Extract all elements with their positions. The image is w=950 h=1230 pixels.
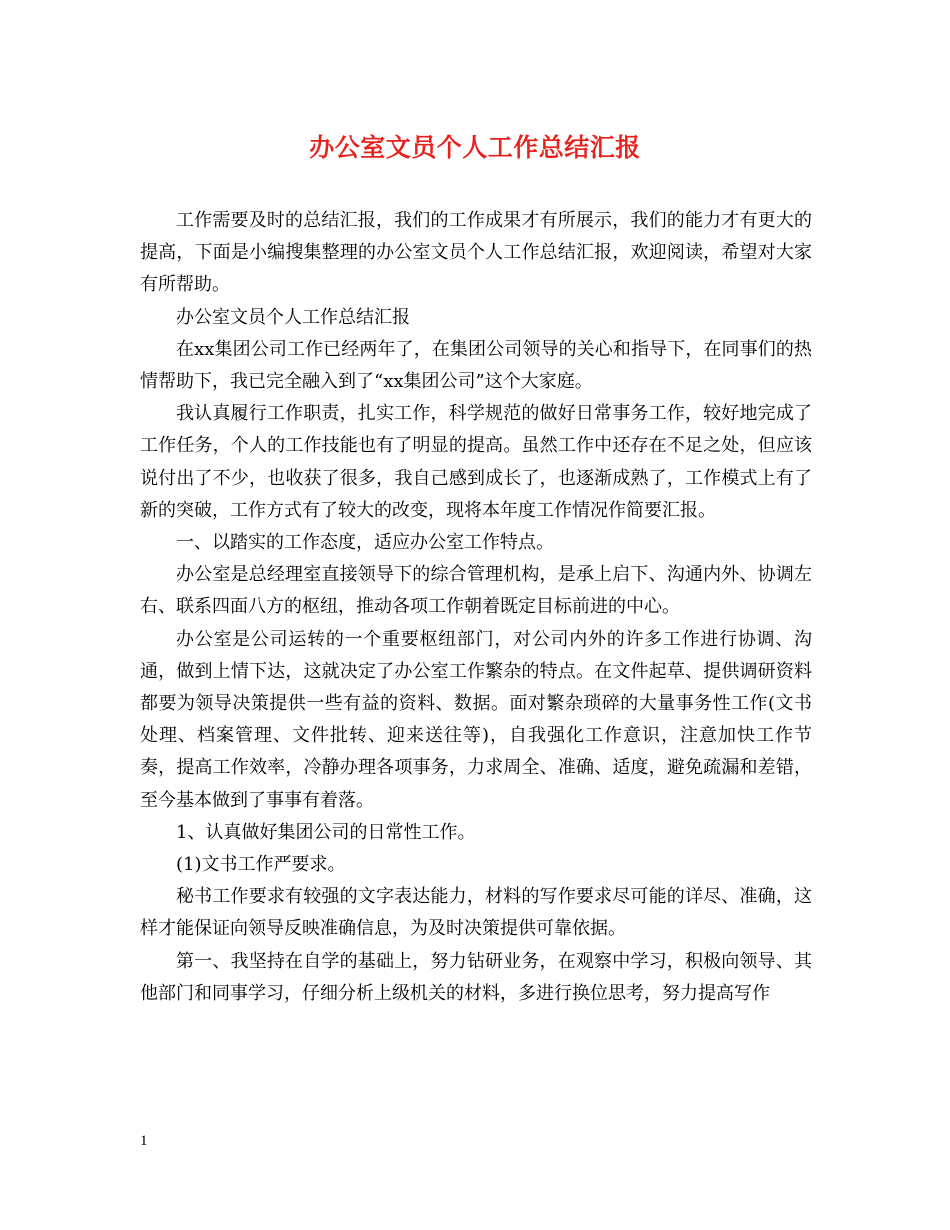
page-number: 1	[140, 1133, 148, 1149]
document-title: 办公室文员个人工作总结汇报	[309, 133, 641, 162]
sub-heading: 1、认真做好集团公司的日常性工作。	[176, 821, 476, 843]
sub-sub-heading: (1)文书工作严要求。	[176, 854, 346, 876]
paragraph-intro: 工作需要及时的总结汇报，我们的工作成果才有所展示，我们的能力才有更大的提高，下面是小编搜集整理的办公室文员个人工作总结汇报，欢迎阅读，希望对大家有所帮助。	[140, 210, 812, 296]
document-body	[140, 205, 812, 1010]
paragraph: 办公室是公司运转的一个重要枢纽部门，对公司内外的许多工作进行协调、沟通，做到上情下达，这就决定了办公室工作繁杂的特点。在文件起草、提供调研资料都要为领导决策提供一些有益的资料、数据。面对繁杂琐碎的大量事务性工作(文书处理、档案管理、文件批转、迎来送往等)，自我强化工作意识，注意加快工作节奏，提高工作效率，冷静办理各项事务，力求周全、准确、适度，避免疏漏和差错，至今基本做到了事事有着落。	[140, 628, 812, 811]
paragraph: 办公室是总经理室直接领导下的综合管理机构，是承上启下、沟通内外、协调左右、联系四面八方的枢纽，推动各项工作朝着既定目标前进的中心。	[140, 564, 812, 618]
paragraph: 在xx集团公司工作已经两年了，在集团公司领导的关心和指导下，在同事们的热情帮助下，我已完全融入到了“xx集团公司”这个大家庭。	[140, 338, 812, 393]
section-heading: 一、以踏实的工作态度，适应办公室工作特点。	[176, 532, 554, 554]
paragraph-subtitle: 办公室文员个人工作总结汇报	[176, 306, 410, 328]
paragraph: 我认真履行工作职责，扎实工作，科学规范的做好日常事务工作，较好地完成了工作任务，个人的工作技能也有了明显的提高。虽然工作中还存在不足之处，但应该说付出了不少，也收获了很多，我自己感到成长了，也逐渐成熟了，工作模式上有了新的突破，工作方式有了较大的改变，现将本年度工作情况作简要汇报。	[140, 403, 812, 521]
paragraph: 第一、我坚持在自学的基础上，努力钻研业务，在观察中学习，积极向领导、其他部门和同事学习，仔细分析上级机关的材料，多进行换位思考，努力提高写作	[140, 950, 812, 1004]
paragraph: 秘书工作要求有较强的文字表达能力，材料的写作要求尽可能的详尽、准确，这样才能保证向领导反映准确信息，为及时决策提供可靠依据。	[140, 886, 812, 940]
